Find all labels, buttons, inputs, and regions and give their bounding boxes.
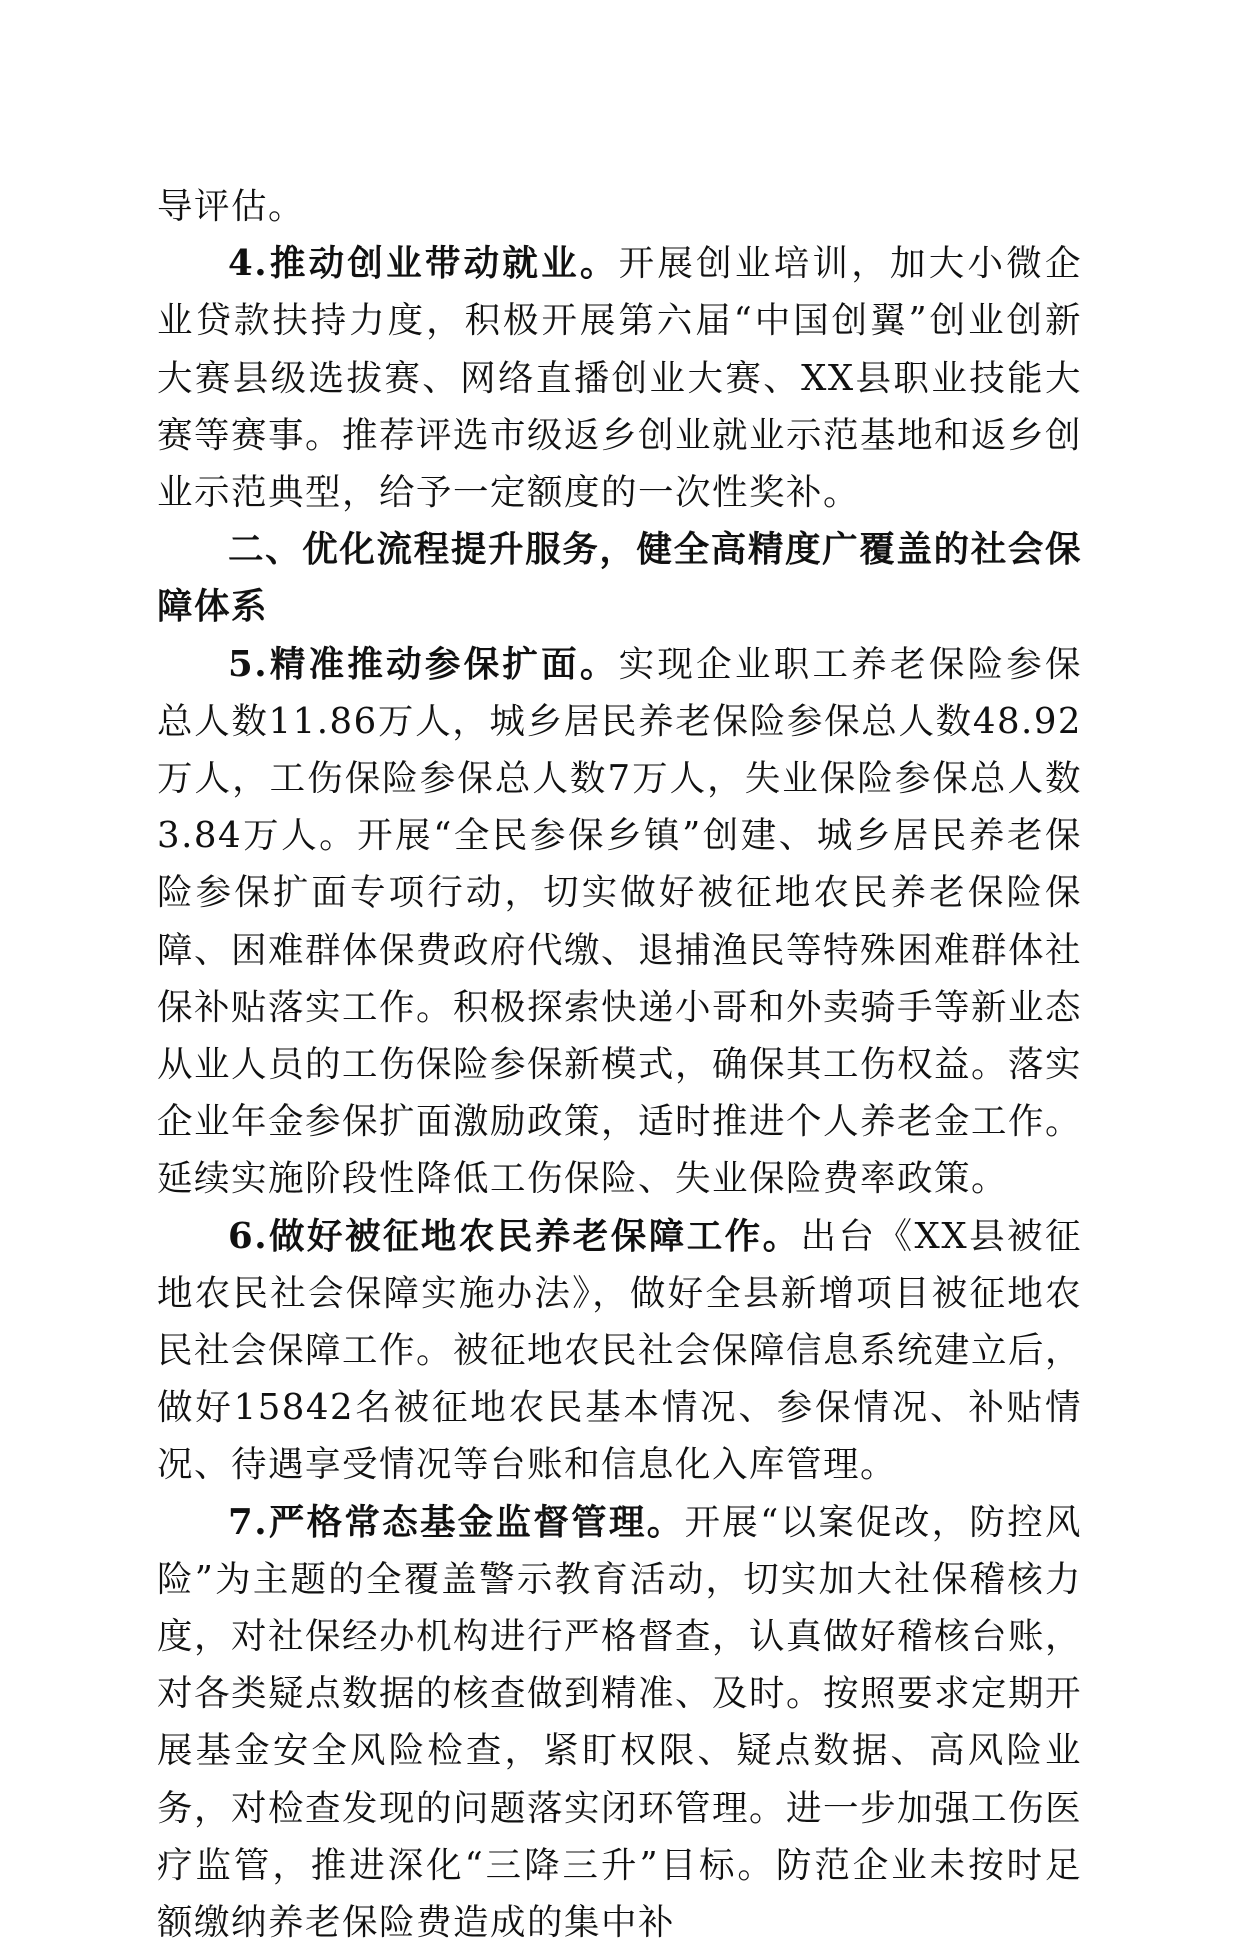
paragraph-section-7 [157,1494,1082,1951]
document-body [157,178,1082,1951]
section-5-body: 实现企业职工养老保险参保总人数11.86万人，城乡居民养老保险参保总人数48.92万人，工伤保险参保总人数7万人，失业保险参保总人数3.84万人。开展“全民参保乡镇”创建、城乡居民养老保险参保扩面专项行动，切实做好被征地农民养老保险保障、困难群体保费政府代缴、退捕渔民等特殊困难群体社保补贴落实工作。积极探索快递小哥和外卖骑手等新业态从业人员的工伤保险参保新模式，确保其工伤权益。落实企业年金参保扩面激励政策，适时推进个人养老金工作。延续实施阶段性降低工伤保险、失业保险费率政策。 [157,643,1083,1200]
continuation-paragraph [157,178,1082,235]
section-heading-2 [157,521,1082,635]
section-7-lead: 7.严格常态基金监督管理。 [228,1501,685,1543]
section-4-body: 开展创业培训，加大小微企业贷款扶持力度，积极开展第六届“中国创翼”创业创新大赛县级选拔赛、网络直播创业大赛、XX县职业技能大赛等赛事。推荐评选市级返乡创业就业示范基地和返乡创业示范典型，给予一定额度的一次性奖补。 [157,243,1083,514]
section-6-lead: 6.做好被征地农民养老保障工作。 [228,1215,801,1257]
section-6-body: 出台《XX县被征地农民社会保障实施办法》，做好全县新增项目被征地农民社会保障工作。被征地农民社会保障信息系统建立后，做好15842名被征地农民基本情况、参保情况、补贴情况、待遇享受情况等台账和信息化入库管理。 [157,1215,1083,1486]
section-heading-2-text: 二、优化流程提升服务，健全高精度广覆盖的社会保障体系 [157,529,1082,628]
section-7-body: 开展“以案促改，防控风险”为主题的全覆盖警示教育活动，切实加大社保稽核力度，对社保经办机构进行严格督查，认真做好稽核台账，对各类疑点数据的核查做到精准、及时。按照要求定期开展基金安全风险检查，紧盯权限、疑点数据、高风险业务，对检查发现的问题落实闭环管理。进一步加强工伤医疗监管，推进深化“三降三升”目标。防范企业未按时足额缴纳养老保险费造成的集中补 [157,1501,1083,1944]
continuation-text: 导评估。 [157,186,306,227]
paragraph-section-4 [157,235,1082,521]
section-4-lead: 4.推动创业带动就业。 [228,243,619,285]
paragraph-section-6 [157,1208,1082,1494]
section-5-lead: 5.精准推动参保扩面。 [228,643,619,685]
paragraph-section-5 [157,636,1082,1208]
